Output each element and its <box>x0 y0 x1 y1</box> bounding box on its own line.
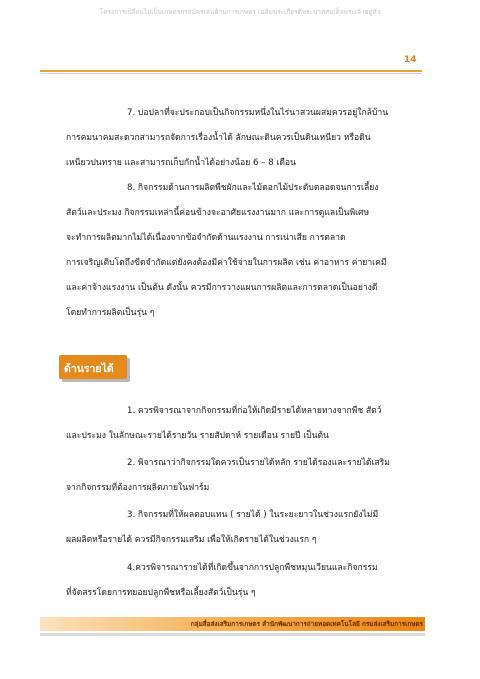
paragraph-8 <box>66 176 422 326</box>
paragraph-line: 4.ควรพิจารณารายได้ที่เกิดขึ้นจากการปลูกพืชหมุนเวียนและกิจกรรม <box>127 563 378 573</box>
paragraph-line: 1. ควรพิจารณาจากกิจกรรมที่ก่อให้เกิดมีรายได้หลายทางจากพืช สัตว์ <box>127 406 382 416</box>
paragraph-line: 2. พิจารณาว่ากิจกรรมใดควรเป็นรายได้หลัก รายได้รองและรายได้เสริม <box>127 458 390 468</box>
paragraph-line: ผลผลิตหรือรายได้ ควรมีกิจกรรมเสริม เพื่อให้เกิดรายได้ในช่วงแรก ๆ <box>66 535 317 545</box>
section-title: ด้านรายได้ <box>64 363 114 375</box>
paragraph-7 <box>66 101 422 176</box>
paragraph-line: จากกิจกรรมที่ต้องการผลิตภายในฟาร์ม <box>66 483 210 493</box>
top-rule-shadow <box>40 73 422 74</box>
paragraph-line: 7. บ่อปลาที่จะประกอบเป็นกิจกรรมหนึ่งในไร่นาสวนผสมควรอยู่ใกล้บ้าน <box>127 108 389 118</box>
paragraph-line: การคมนาคมสะดวกสามารถจัดการเรื่องน้ำได้ ลักษณะดินควรเป็นดินเหนียว หรือดิน <box>66 133 371 143</box>
income-item-2 <box>66 451 422 501</box>
paragraph-line: จะทำการผลิตมากไม่ได้เนื่องจากข้อจำกัดด้านแรงงาน การเน่าเสีย การตลาด <box>66 233 346 243</box>
paragraph-line: และประมง ในลักษณะรายได้รายวัน รายสัปดาห์ รายเดือน รายปี เป็นต้น <box>66 431 329 441</box>
paragraph-line: โดยทำการผลิตเป็นรุ่น ๆ <box>66 308 155 318</box>
top-rule <box>40 70 422 72</box>
footer-rule <box>40 633 425 636</box>
paragraph-line: 8. กิจกรรมด้านการผลิตพืชผักและไม้ดอกไม้ประดับตลอดจนการเลี้ยง <box>127 183 379 193</box>
paragraph-line: เหนียวปนทราย และสามารถเก็บกักน้ำได้อย่างน้อย 6 – 8 เดือน <box>66 158 296 168</box>
paragraph-line: การเจริญเติบโตถึงขีดจำกัดแต่ยังคงต้องมีค่าใช้จ่ายในการผลิต เช่น ค่าอาหาร ค่ายาเคมี <box>66 258 387 268</box>
page-number: 14 <box>404 55 417 65</box>
paragraph-line: ที่จัดสรรโดยการทยอยปลูกพืชหรือเลี้ยงสัตว์เป็นรุ่น ๆ <box>66 588 256 598</box>
running-header: โครงการเปลี่ยนไปเป็นเกษตรกรสมัครเล่นด้านการเกษตร เฉลิมพระเกียรติพระบาทสมเด็จพระเจ้าอยู่หัว <box>99 8 381 16</box>
income-item-4 <box>66 556 422 606</box>
paragraph-line: สัตว์และประมง กิจกรรมเหล่านี้ค่อนข้างจะอาศัยแรงงานมาก และการดูแลเป็นพิเศษ <box>66 208 370 218</box>
income-item-1 <box>66 399 422 449</box>
paragraph-line: และค่าจ้างแรงงาน เป็นต้น ดังนั้น ควรมีการวางแผนการผลิตและการตลาดเป็นอย่างดี <box>66 283 378 293</box>
paragraph-line: 3. กิจกรรมที่ให้ผลตอบแทน ( รายได้ ) ในระยะยาวในช่วงแรกยังไม่มี <box>127 510 379 520</box>
income-item-3 <box>66 503 422 553</box>
footer-text: กลุ่มสื่อส่งเสริมการเกษตร สำนักพัฒนาการถ่ายทอดเทคโนโลยี กรมส่งเสริมการเกษตร <box>190 620 423 628</box>
